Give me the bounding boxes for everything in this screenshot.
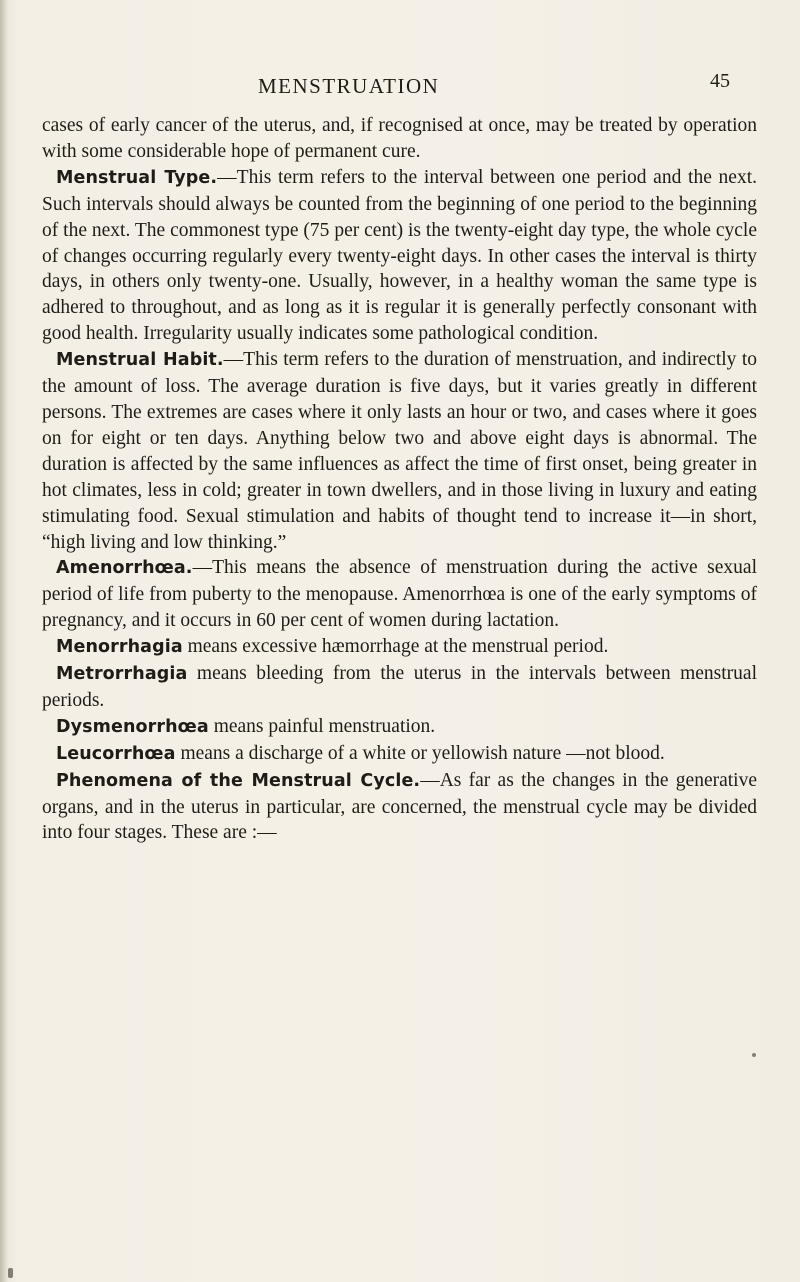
term-heading: Dysmenorrhœa <box>56 716 209 737</box>
running-title: MENSTRUATION <box>258 74 440 98</box>
paper-speck <box>752 1053 756 1057</box>
term-heading: Amenorrhœa. <box>56 558 193 579</box>
paragraph-menstrual-habit <box>42 347 757 555</box>
paragraph-menstrual-type <box>42 165 757 347</box>
paragraph-text: —As far as the changes in the generative organs, and in the uterus in particular, are concerned, the menstrual cycle may be divided into four stages. These are :— <box>42 769 757 844</box>
paragraph-phenomena <box>42 768 757 847</box>
term-heading: Menorrhagia <box>56 637 183 658</box>
paragraph-text: means bleeding from the uterus in the intervals between menstrual periods. <box>42 663 757 711</box>
running-head <box>0 60 800 100</box>
paragraph-text: means excessive hæmorrhage at the menstrual period. <box>182 636 609 658</box>
page-gutter-shadow <box>0 0 8 1282</box>
paragraph-text: —This term refers to the interval between one period and the next. Such intervals should always be counted from the beginning of one period to the beginning of the next. The commonest type (75 per cent) is the twenty-eight day type, the whole cycle of changes occurring regularly every twenty-eight days. In other cases the interval is thirty days, in others only twenty-one. Usually, however, in a healthy woman the same type is adhered to throughout, and as long as it is regular it is generally perfectly consonant with good health. Irregularity usually indicates some pathological condition. <box>42 166 757 345</box>
paragraph-menorrhagia <box>42 634 757 661</box>
paragraph-text: means painful menstruation. <box>208 715 436 737</box>
term-heading: Metrorrhagia <box>56 664 188 685</box>
paper-speck <box>8 1268 13 1278</box>
paragraph-continuation <box>42 113 757 165</box>
paragraph-leucorrhoea <box>42 741 757 768</box>
paragraph-text: —This term refers to the duration of menstruation, and indirectly to the amount of loss. The average duration is five days, but it varies greatly in different persons. The extremes are cases where it only lasts an hour or two, and cases where it goes on for eight or ten days. Anything below two and above eight days is abnormal. The duration is affected by the same influences as affect the time of first onset, being greater in hot climates, less in cold; greater in town dwellers, and in those living in luxury and eating stimulating food. Sexual stimulation and habits of thought tend to increase it—in short, “high living and low thinking.” <box>42 349 757 553</box>
term-heading: Menstrual Habit. <box>56 350 224 371</box>
term-heading: Leucorrhœa <box>56 743 176 764</box>
body-text <box>42 113 757 846</box>
term-heading: Menstrual Type. <box>56 167 218 188</box>
paragraph-metrorrhagia <box>42 661 757 714</box>
page-number: 45 <box>710 70 730 92</box>
term-heading: Phenomena of the Menstrual Cycle. <box>56 770 421 791</box>
paragraph-text: —This means the absence of menstruation during the active sexual period of life from puberty to the menopause. Amenorrhœa is one of the early symptoms of pregnancy, and it occurs in 60 per cent of women during lactation. <box>42 557 757 632</box>
paragraph-text: cases of early cancer of the uterus, and, if recognised at once, may be treated by operation with some considerable hope of permanent cure. <box>42 115 757 162</box>
paragraph-text: means a discharge of a white or yellowish nature —not blood. <box>175 742 665 764</box>
paragraph-amenorrhoea <box>42 555 757 634</box>
paragraph-dysmenorrhoea <box>42 714 757 741</box>
